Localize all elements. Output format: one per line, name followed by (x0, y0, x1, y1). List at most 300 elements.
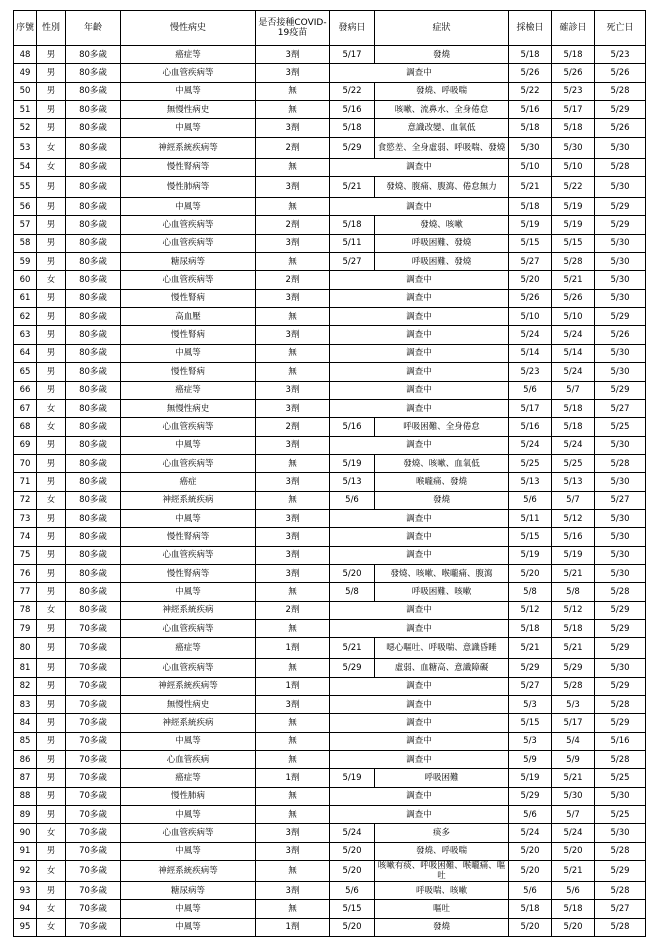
age-cell: 70多歲 (66, 769, 121, 787)
test-date-cell: 5/9 (509, 751, 552, 769)
onset-date-cell: 5/22 (330, 82, 375, 100)
chronic-history-cell: 心血管疾病等 (121, 619, 256, 637)
age-cell: 70多歲 (66, 806, 121, 824)
onset-date-cell: 5/27 (330, 253, 375, 271)
death-date-cell: 5/28 (595, 158, 646, 176)
confirm-date-cell: 5/24 (552, 436, 595, 454)
symptoms-cell: 調查中 (330, 528, 509, 546)
table-row (14, 528, 646, 546)
death-date-cell: 5/30 (595, 824, 646, 842)
vaccination-cell: 3劑 (256, 842, 330, 860)
gender-cell: 男 (37, 769, 66, 787)
symptoms-cell: 調查中 (330, 326, 509, 344)
gender-cell: 男 (37, 177, 66, 198)
serial-cell: 57 (14, 216, 37, 234)
onset-date-cell: 5/21 (330, 638, 375, 659)
age-cell: 70多歲 (66, 638, 121, 659)
test-date-cell: 5/19 (509, 546, 552, 564)
test-date-cell: 5/6 (509, 381, 552, 399)
vaccination-cell: 3劑 (256, 46, 330, 64)
confirm-date-cell: 5/18 (552, 900, 595, 918)
table-row (14, 82, 646, 100)
chronic-history-cell: 心血管疾病 (121, 751, 256, 769)
chronic-history-cell: 神經系統疾病 (121, 491, 256, 509)
test-date-cell: 5/26 (509, 64, 552, 82)
serial-cell: 58 (14, 234, 37, 252)
death-date-cell: 5/29 (595, 638, 646, 659)
age-cell: 80多歲 (66, 491, 121, 509)
test-date-cell: 5/10 (509, 158, 552, 176)
gender-cell: 男 (37, 751, 66, 769)
onset-date-cell: 5/21 (330, 177, 375, 198)
confirm-date-cell: 5/7 (552, 491, 595, 509)
test-date-cell: 5/20 (509, 861, 552, 882)
gender-cell: 男 (37, 473, 66, 491)
serial-cell: 83 (14, 696, 37, 714)
chronic-history-cell: 中風等 (121, 583, 256, 601)
vaccination-cell: 無 (256, 714, 330, 732)
serial-cell: 77 (14, 583, 37, 601)
vaccination-cell: 3劑 (256, 119, 330, 137)
serial-cell: 86 (14, 751, 37, 769)
chronic-history-cell: 中風等 (121, 900, 256, 918)
table-row (14, 344, 646, 362)
chronic-history-cell: 中風等 (121, 509, 256, 527)
vaccination-cell: 3劑 (256, 381, 330, 399)
age-cell: 80多歲 (66, 101, 121, 119)
serial-cell: 90 (14, 824, 37, 842)
gender-cell: 男 (37, 101, 66, 119)
age-cell: 80多歲 (66, 436, 121, 454)
symptoms-cell: 發燒、咳嗽、血氧低 (375, 454, 509, 472)
age-cell: 80多歲 (66, 64, 121, 82)
vaccination-cell: 3劑 (256, 64, 330, 82)
gender-cell: 男 (37, 198, 66, 216)
confirm-date-cell: 5/19 (552, 198, 595, 216)
vaccination-cell: 無 (256, 158, 330, 176)
gender-cell: 女 (37, 271, 66, 289)
confirm-date-cell: 5/7 (552, 381, 595, 399)
confirm-date-cell: 5/21 (552, 638, 595, 659)
test-date-cell: 5/11 (509, 509, 552, 527)
death-date-cell: 5/28 (595, 454, 646, 472)
symptoms-cell: 發燒 (375, 46, 509, 64)
death-date-cell: 5/27 (595, 491, 646, 509)
chronic-history-cell: 中風等 (121, 918, 256, 936)
age-cell: 80多歲 (66, 234, 121, 252)
test-date-cell: 5/29 (509, 787, 552, 805)
chronic-history-cell: 癌症等 (121, 46, 256, 64)
symptoms-cell: 調查中 (330, 271, 509, 289)
table-row (14, 677, 646, 695)
chronic-history-cell: 中風等 (121, 82, 256, 100)
age-cell: 80多歲 (66, 289, 121, 307)
death-date-cell: 5/29 (595, 101, 646, 119)
symptoms-cell: 呼吸困難、全身倦怠 (375, 418, 509, 436)
vaccination-cell: 無 (256, 454, 330, 472)
vaccination-cell: 無 (256, 583, 330, 601)
gender-cell: 男 (37, 436, 66, 454)
symptoms-cell: 發燒 (375, 918, 509, 936)
symptoms-cell: 食慾差、全身虛弱、呼吸喘、發燒 (375, 137, 509, 158)
vaccination-cell: 3劑 (256, 824, 330, 842)
onset-date-cell: 5/24 (330, 824, 375, 842)
test-date-cell: 5/19 (509, 769, 552, 787)
test-date-cell: 5/12 (509, 601, 552, 619)
test-date-cell: 5/18 (509, 900, 552, 918)
age-cell: 70多歲 (66, 732, 121, 750)
death-date-cell: 5/30 (595, 436, 646, 454)
symptoms-cell: 發燒、咳嗽、喉嚨痛、腹瀉 (375, 564, 509, 582)
death-date-cell: 5/27 (595, 900, 646, 918)
age-cell: 80多歲 (66, 198, 121, 216)
table-row (14, 454, 646, 472)
serial-cell: 88 (14, 787, 37, 805)
test-date-cell: 5/16 (509, 101, 552, 119)
chronic-history-cell: 中風等 (121, 119, 256, 137)
confirm-date-cell: 5/28 (552, 677, 595, 695)
test-date-cell: 5/15 (509, 234, 552, 252)
symptoms-cell: 噁心嘔吐、呼吸喘、意識昏睡 (375, 638, 509, 659)
table-row (14, 473, 646, 491)
age-cell: 70多歲 (66, 842, 121, 860)
test-date-cell: 5/6 (509, 491, 552, 509)
death-date-cell: 5/29 (595, 677, 646, 695)
death-date-cell: 5/26 (595, 326, 646, 344)
chronic-history-cell: 糖尿病等 (121, 882, 256, 900)
onset-date-cell: 5/29 (330, 659, 375, 677)
chronic-history-cell: 慢性腎病等 (121, 528, 256, 546)
chronic-history-cell: 神經系統疾病等 (121, 137, 256, 158)
age-cell: 70多歲 (66, 677, 121, 695)
header-age: 年齡 (66, 11, 121, 46)
death-date-cell: 5/30 (595, 137, 646, 158)
death-date-cell: 5/30 (595, 509, 646, 527)
test-date-cell: 5/25 (509, 454, 552, 472)
gender-cell: 男 (37, 619, 66, 637)
serial-cell: 52 (14, 119, 37, 137)
confirm-date-cell: 5/18 (552, 46, 595, 64)
table-row (14, 769, 646, 787)
confirm-date-cell: 5/26 (552, 64, 595, 82)
vaccination-cell: 3劑 (256, 234, 330, 252)
confirm-date-cell: 5/21 (552, 564, 595, 582)
symptoms-cell: 發燒、咳嗽 (375, 216, 509, 234)
table-row (14, 918, 646, 936)
serial-cell: 49 (14, 64, 37, 82)
symptoms-cell: 調查中 (330, 787, 509, 805)
table-row (14, 308, 646, 326)
table-row (14, 436, 646, 454)
chronic-history-cell: 心血管疾病等 (121, 454, 256, 472)
vaccination-cell: 無 (256, 344, 330, 362)
confirm-date-cell: 5/26 (552, 289, 595, 307)
chronic-history-cell: 中風等 (121, 842, 256, 860)
confirm-date-cell: 5/19 (552, 546, 595, 564)
table-row (14, 751, 646, 769)
onset-date-cell: 5/29 (330, 137, 375, 158)
gender-cell: 男 (37, 326, 66, 344)
symptoms-cell: 呼吸困難 (375, 769, 509, 787)
symptoms-cell: 調查中 (330, 751, 509, 769)
gender-cell: 男 (37, 787, 66, 805)
serial-cell: 73 (14, 509, 37, 527)
chronic-history-cell: 中風等 (121, 806, 256, 824)
serial-cell: 87 (14, 769, 37, 787)
table-row (14, 381, 646, 399)
test-date-cell: 5/21 (509, 638, 552, 659)
test-date-cell: 5/20 (509, 918, 552, 936)
test-date-cell: 5/14 (509, 344, 552, 362)
vaccination-cell: 無 (256, 732, 330, 750)
symptoms-cell: 意識改變、血氧低 (375, 119, 509, 137)
onset-date-cell: 5/8 (330, 583, 375, 601)
symptoms-cell: 調查中 (330, 158, 509, 176)
death-date-cell: 5/23 (595, 46, 646, 64)
chronic-history-cell: 心血管疾病等 (121, 216, 256, 234)
death-date-cell: 5/29 (595, 619, 646, 637)
test-date-cell: 5/18 (509, 198, 552, 216)
confirm-date-cell: 5/21 (552, 271, 595, 289)
test-date-cell: 5/18 (509, 619, 552, 637)
confirm-date-cell: 5/24 (552, 363, 595, 381)
serial-cell: 76 (14, 564, 37, 582)
confirm-date-cell: 5/30 (552, 137, 595, 158)
death-date-cell: 5/30 (595, 546, 646, 564)
symptoms-cell: 呼吸困難、發燒 (375, 253, 509, 271)
table-row (14, 216, 646, 234)
age-cell: 80多歲 (66, 177, 121, 198)
serial-cell: 82 (14, 677, 37, 695)
symptoms-cell: 調查中 (330, 714, 509, 732)
death-date-cell: 5/30 (595, 363, 646, 381)
serial-cell: 75 (14, 546, 37, 564)
chronic-history-cell: 慢性腎病等 (121, 564, 256, 582)
death-date-cell: 5/28 (595, 918, 646, 936)
serial-cell: 84 (14, 714, 37, 732)
age-cell: 80多歲 (66, 564, 121, 582)
symptoms-cell: 調查中 (330, 289, 509, 307)
vaccination-cell: 3劑 (256, 326, 330, 344)
vaccination-cell: 3劑 (256, 564, 330, 582)
serial-cell: 74 (14, 528, 37, 546)
vaccination-cell: 3劑 (256, 399, 330, 417)
serial-cell: 71 (14, 473, 37, 491)
chronic-history-cell: 心血管疾病等 (121, 824, 256, 842)
gender-cell: 男 (37, 234, 66, 252)
vaccination-cell: 1劑 (256, 918, 330, 936)
vaccination-cell: 1劑 (256, 638, 330, 659)
header-onset-date: 發病日 (330, 11, 375, 46)
test-date-cell: 5/23 (509, 363, 552, 381)
table-row (14, 787, 646, 805)
death-date-cell: 5/28 (595, 751, 646, 769)
chronic-history-cell: 慢性肺病 (121, 787, 256, 805)
age-cell: 80多歲 (66, 137, 121, 158)
age-cell: 80多歲 (66, 326, 121, 344)
onset-date-cell: 5/6 (330, 491, 375, 509)
table-row (14, 659, 646, 677)
confirm-date-cell: 5/18 (552, 399, 595, 417)
chronic-history-cell: 無慢性病史 (121, 696, 256, 714)
test-date-cell: 5/26 (509, 289, 552, 307)
confirm-date-cell: 5/7 (552, 806, 595, 824)
gender-cell: 男 (37, 696, 66, 714)
death-date-cell: 5/29 (595, 861, 646, 882)
chronic-history-cell: 心血管疾病等 (121, 234, 256, 252)
symptoms-cell: 調查中 (330, 732, 509, 750)
gender-cell: 男 (37, 509, 66, 527)
test-date-cell: 5/6 (509, 882, 552, 900)
table-row (14, 619, 646, 637)
gender-cell: 男 (37, 842, 66, 860)
confirm-date-cell: 5/12 (552, 509, 595, 527)
gender-cell: 男 (37, 659, 66, 677)
table-row (14, 101, 646, 119)
confirm-date-cell: 5/21 (552, 769, 595, 787)
test-date-cell: 5/24 (509, 436, 552, 454)
table-row (14, 399, 646, 417)
vaccination-cell: 無 (256, 900, 330, 918)
table-row (14, 326, 646, 344)
gender-cell: 女 (37, 918, 66, 936)
serial-cell: 69 (14, 436, 37, 454)
table-row (14, 842, 646, 860)
gender-cell: 男 (37, 46, 66, 64)
header-serial: 序號 (14, 11, 37, 46)
gender-cell: 女 (37, 418, 66, 436)
table-row (14, 64, 646, 82)
vaccination-cell: 無 (256, 82, 330, 100)
table-row (14, 564, 646, 582)
age-cell: 80多歲 (66, 473, 121, 491)
death-date-cell: 5/25 (595, 769, 646, 787)
table-row (14, 638, 646, 659)
confirm-date-cell: 5/14 (552, 344, 595, 362)
death-date-cell: 5/30 (595, 271, 646, 289)
vaccination-cell: 3劑 (256, 177, 330, 198)
chronic-history-cell: 心血管疾病等 (121, 659, 256, 677)
table-row (14, 363, 646, 381)
gender-cell: 女 (37, 491, 66, 509)
test-date-cell: 5/13 (509, 473, 552, 491)
gender-cell: 男 (37, 216, 66, 234)
gender-cell: 女 (37, 158, 66, 176)
confirm-date-cell: 5/30 (552, 787, 595, 805)
age-cell: 70多歲 (66, 751, 121, 769)
test-date-cell: 5/24 (509, 824, 552, 842)
chronic-history-cell: 中風等 (121, 198, 256, 216)
confirm-date-cell: 5/29 (552, 659, 595, 677)
serial-cell: 89 (14, 806, 37, 824)
onset-date-cell: 5/6 (330, 882, 375, 900)
chronic-history-cell: 癌症等 (121, 769, 256, 787)
gender-cell: 女 (37, 900, 66, 918)
confirm-date-cell: 5/15 (552, 234, 595, 252)
confirm-date-cell: 5/13 (552, 473, 595, 491)
chronic-history-cell: 慢性腎病等 (121, 158, 256, 176)
age-cell: 80多歲 (66, 119, 121, 137)
onset-date-cell: 5/20 (330, 842, 375, 860)
death-date-cell: 5/30 (595, 787, 646, 805)
gender-cell: 男 (37, 528, 66, 546)
symptoms-cell: 調查中 (330, 344, 509, 362)
age-cell: 80多歲 (66, 418, 121, 436)
death-date-cell: 5/29 (595, 308, 646, 326)
death-date-cell: 5/28 (595, 696, 646, 714)
age-cell: 70多歲 (66, 824, 121, 842)
table-row (14, 253, 646, 271)
chronic-history-cell: 心血管疾病等 (121, 546, 256, 564)
table-row (14, 806, 646, 824)
age-cell: 70多歲 (66, 619, 121, 637)
chronic-history-cell: 神經系統疾病 (121, 714, 256, 732)
symptoms-cell: 發燒、呼吸喘 (375, 842, 509, 860)
serial-cell: 81 (14, 659, 37, 677)
symptoms-cell: 發燒 (375, 491, 509, 509)
table-row (14, 732, 646, 750)
gender-cell: 男 (37, 64, 66, 82)
table-row (14, 289, 646, 307)
table-row (14, 601, 646, 619)
age-cell: 80多歲 (66, 546, 121, 564)
chronic-history-cell: 神經系統疾病 (121, 601, 256, 619)
test-date-cell: 5/15 (509, 528, 552, 546)
age-cell: 80多歲 (66, 216, 121, 234)
onset-date-cell: 5/16 (330, 418, 375, 436)
symptoms-cell: 調查中 (330, 546, 509, 564)
confirm-date-cell: 5/4 (552, 732, 595, 750)
age-cell: 80多歲 (66, 528, 121, 546)
chronic-history-cell: 癌症等 (121, 381, 256, 399)
table-row (14, 696, 646, 714)
vaccination-cell: 2劑 (256, 137, 330, 158)
serial-cell: 72 (14, 491, 37, 509)
death-date-cell: 5/30 (595, 659, 646, 677)
gender-cell: 男 (37, 806, 66, 824)
chronic-history-cell: 慢性肺病等 (121, 177, 256, 198)
symptoms-cell: 調查中 (330, 308, 509, 326)
onset-date-cell: 5/18 (330, 119, 375, 137)
onset-date-cell: 5/20 (330, 861, 375, 882)
table-row (14, 491, 646, 509)
age-cell: 80多歲 (66, 344, 121, 362)
gender-cell: 男 (37, 119, 66, 137)
symptoms-cell: 調查中 (330, 363, 509, 381)
onset-date-cell: 5/19 (330, 454, 375, 472)
vaccination-cell: 無 (256, 787, 330, 805)
test-date-cell: 5/21 (509, 177, 552, 198)
gender-cell: 男 (37, 253, 66, 271)
chronic-history-cell: 神經系統疾病等 (121, 677, 256, 695)
test-date-cell: 5/18 (509, 46, 552, 64)
confirm-date-cell: 5/12 (552, 601, 595, 619)
death-date-cell: 5/29 (595, 714, 646, 732)
vaccination-cell: 無 (256, 806, 330, 824)
chronic-history-cell: 中風等 (121, 732, 256, 750)
gender-cell: 男 (37, 564, 66, 582)
serial-cell: 53 (14, 137, 37, 158)
confirm-date-cell: 5/6 (552, 882, 595, 900)
test-date-cell: 5/18 (509, 119, 552, 137)
header-symptoms: 症狀 (375, 11, 509, 46)
symptoms-cell: 調查中 (330, 198, 509, 216)
vaccination-cell: 2劑 (256, 418, 330, 436)
header-chronic-history: 慢性病史 (121, 11, 256, 46)
death-date-cell: 5/28 (595, 583, 646, 601)
gender-cell: 女 (37, 399, 66, 417)
age-cell: 70多歲 (66, 882, 121, 900)
